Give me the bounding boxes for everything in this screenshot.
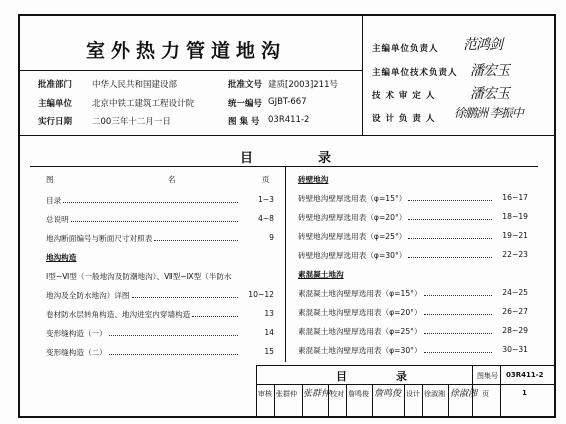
design-label: 设计 — [406, 390, 420, 398]
toc-entry-text: 素混凝土地沟壁厚选用表（φ=25°） — [298, 327, 422, 336]
toc-leader-dots — [109, 335, 238, 336]
uniform-no-label: 统一编号 — [228, 99, 263, 109]
page-number: 1 — [522, 389, 527, 397]
editor-unit-value: 北京中铁工建筑工程设计院 — [92, 99, 195, 109]
responsible-signature: 范鸿剑 — [463, 37, 502, 53]
toc-entry-text: 变形缝构造（一） — [46, 329, 107, 338]
toc-entry-text: 卷材防水层转角构造、地沟进室内穿墙构造 — [46, 310, 191, 319]
toc-leader-dots — [63, 202, 238, 203]
title-block-cell — [346, 384, 347, 418]
title-block-cell — [274, 384, 275, 418]
toc-entry-text: 素混凝土地沟壁厚选用表（φ=20°） — [298, 308, 422, 317]
design-name: 徐淑湘 — [424, 390, 445, 398]
toc-entry-page: 30~31 — [502, 345, 528, 354]
title-block-cell — [448, 384, 449, 418]
toc-entry-text: 变形缝构造（二） — [46, 348, 107, 357]
page-label: 页 — [482, 390, 489, 398]
uniform-no-value: GJBT-667 — [268, 97, 307, 107]
toc-entry-page: 13 — [264, 309, 274, 318]
design-signature: 徐淑湘 — [450, 389, 478, 399]
responsible-role: 主编单位技术负责人 — [372, 68, 458, 78]
page-title: 室外热力管道地沟 — [86, 40, 287, 62]
toc-entry-page: 14 — [264, 328, 274, 337]
title-block-cell — [372, 384, 373, 418]
toc-entry-text: 素混凝土地沟壁厚选用表（φ=15°） — [298, 289, 422, 298]
toc-entry-page: 9 — [269, 233, 274, 242]
title-block-cell — [404, 384, 405, 418]
responsible-role: 技 术 审 定 人 — [372, 91, 436, 101]
toc-leader-dots — [132, 297, 238, 298]
responsible-role: 设 计 负 责 人 — [372, 114, 436, 124]
toc-leader-dots — [424, 333, 492, 334]
approve-doc-value: 建质[2003]211号 — [268, 80, 338, 90]
title-block-top — [256, 365, 556, 366]
toc-col-name: 名 — [168, 175, 176, 184]
toc-entry-text: 砖壁地沟壁厚选用表（φ=20°） — [298, 213, 407, 222]
toc-leader-dots — [408, 238, 492, 239]
header-vertical-divider — [362, 14, 363, 135]
toc-leader-dots — [154, 240, 238, 241]
toc-entry-text: 目录 — [46, 196, 62, 205]
toc-leader-dots — [192, 316, 238, 317]
title-block-row-divider — [256, 384, 556, 385]
toc-entry-page: 24~25 — [502, 288, 528, 297]
toc-entry-page: 4~8 — [257, 214, 274, 223]
title-block-atlas-label: 图集号 — [477, 372, 498, 380]
title-block-title-left: 目 — [336, 370, 347, 383]
toc-entry-page: 1~3 — [257, 195, 274, 204]
responsible-signature: 潘宏玉 — [470, 86, 509, 102]
toc-heading-rule — [30, 166, 538, 167]
effective-date-value: 二00三年十二月一日 — [92, 117, 171, 127]
responsible-role: 主编单位负责人 — [372, 44, 439, 54]
toc-leader-dots — [408, 257, 492, 258]
approve-doc-label: 批准文号 — [228, 80, 263, 90]
check-name: 詹鸣俊 — [348, 390, 369, 398]
title-block-title-right: 录 — [396, 370, 407, 383]
title-block-left — [256, 365, 257, 418]
approve-dept-value: 中华人民共和国建设部 — [92, 80, 178, 90]
toc-leader-dots — [109, 354, 238, 355]
toc-entry-page: 22~23 — [502, 250, 528, 259]
toc-col-page: 页 — [262, 175, 270, 184]
toc-entry-text: 地沟及全防水地沟）详图 — [46, 291, 130, 300]
toc-column-divider — [285, 166, 286, 362]
toc-leader-dots — [408, 200, 492, 201]
title-block-divider — [500, 365, 501, 418]
check-signature: 詹鸣俊 — [374, 389, 402, 399]
toc-leader-dots — [408, 219, 492, 220]
toc-entry-page: 18~19 — [502, 212, 528, 221]
approve-dept-label: 批准部门 — [38, 80, 73, 90]
atlas-no-value: 03R411-2 — [268, 115, 310, 125]
atlas-no-label: 图 集 号 — [228, 117, 260, 127]
effective-date-label: 实行日期 — [38, 117, 73, 127]
toc-entry-page: 15 — [264, 347, 274, 356]
toc-leader-dots — [424, 295, 492, 296]
title-block-cell — [422, 384, 423, 418]
review-name: 张群仲 — [276, 390, 297, 398]
check-label: 校对 — [330, 390, 344, 398]
toc-heading-right: 录 — [318, 151, 332, 166]
responsible-signature: 潘宏玉 — [470, 63, 509, 79]
toc-entry-page: 28~29 — [502, 326, 528, 335]
editor-unit-label: 主编单位 — [38, 99, 73, 109]
title-block-atlas-value: 03R411-2 — [506, 371, 544, 379]
toc-entry-page: 26~27 — [502, 307, 528, 316]
toc-entry-page: 16~17 — [502, 193, 528, 202]
review-label: 审核 — [258, 390, 272, 398]
toc-section-heading: 地沟构造 — [46, 253, 77, 262]
toc-entry-text: 地沟断面编号与断面尺寸对照表 — [46, 234, 153, 243]
toc-entry-text: Ⅰ型~Ⅵ型（一般地沟及防潮地沟）、Ⅶ型~Ⅸ型（半防水 — [46, 272, 232, 281]
header-divider — [18, 135, 556, 136]
toc-entry-text: 总说明 — [46, 215, 69, 224]
toc-entry-text: 砖壁地沟壁厚选用表（φ=25°） — [298, 232, 407, 241]
title-divider — [18, 70, 362, 71]
toc-leader-dots — [71, 221, 238, 222]
toc-heading-left: 目 — [240, 151, 254, 166]
toc-entry-text: 砖壁地沟壁厚选用表（φ=30°） — [298, 251, 407, 260]
review-signature: 张群仲 — [303, 389, 331, 399]
toc-section-heading: 素混凝土地沟 — [298, 270, 344, 279]
toc-leader-dots — [424, 352, 492, 353]
toc-entry-text: 素混凝土地沟壁厚选用表（φ=30°） — [298, 346, 422, 355]
toc-section-heading: 砖壁地沟 — [298, 175, 329, 184]
toc-entry-page: 19~21 — [502, 231, 528, 240]
toc-entry-page: 10~12 — [248, 290, 274, 299]
toc-col-figure: 图 — [46, 175, 54, 184]
responsible-signature: 徐鹏洲 李振中 — [454, 106, 523, 120]
toc-entry-text: 砖壁地沟壁厚选用表（φ=15°） — [298, 194, 407, 203]
toc-leader-dots — [424, 314, 492, 315]
